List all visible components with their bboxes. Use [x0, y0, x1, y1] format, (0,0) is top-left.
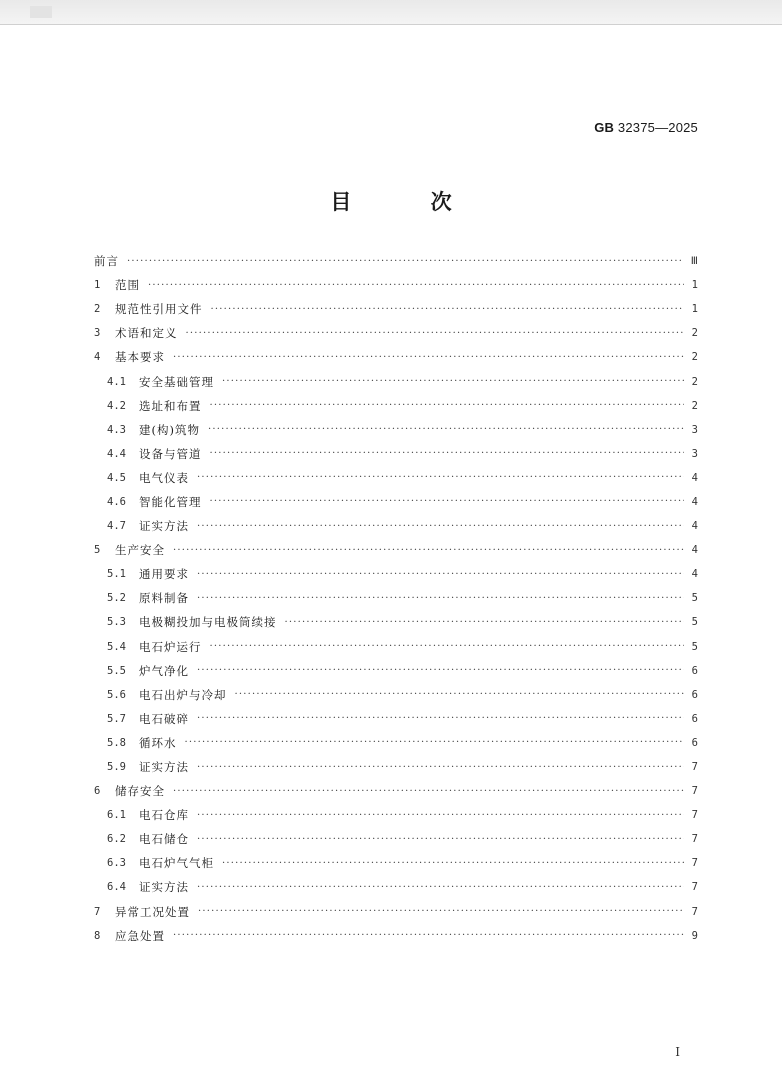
- toc-entry[interactable]: [94, 321, 698, 345]
- toc-entry-label: 术语和定义: [115, 326, 178, 341]
- toc-entry[interactable]: [94, 659, 698, 683]
- toc-leader-dots: [197, 834, 684, 845]
- toc-entry[interactable]: [94, 803, 698, 827]
- standard-code: 32375—2025: [617, 120, 698, 135]
- toc-leader-dots: [173, 930, 684, 941]
- toc-entry-number: 4: [94, 351, 101, 364]
- toc-entry-number: 5.5: [107, 664, 126, 677]
- toc-entry-page: 7: [691, 905, 698, 918]
- toc-leader-dots: [127, 256, 684, 267]
- toc-leader-dots: [208, 424, 684, 435]
- toc-entry-page: 5: [691, 592, 698, 605]
- toc-entry-label: 基本要求: [115, 350, 165, 365]
- toc-leader-dots: [197, 713, 684, 724]
- toc-entry-page: 7: [691, 881, 698, 894]
- toc-leader-dots: [235, 689, 685, 700]
- toc-leader-dots: [197, 472, 684, 483]
- toc-entry[interactable]: [94, 490, 698, 514]
- toc-entry-label: 储存安全: [115, 784, 165, 799]
- toc-entry[interactable]: [94, 755, 698, 779]
- toc-entry-number: 4.2: [107, 399, 126, 412]
- toc-leader-dots: [198, 906, 684, 917]
- toc-entry[interactable]: [94, 731, 698, 755]
- toc-entry-number: 4.1: [107, 375, 126, 388]
- toc-entry-label: 电石出炉与冷却: [139, 687, 227, 702]
- toc-leader-dots: [211, 304, 685, 315]
- toc-entry-page: 6: [691, 664, 698, 677]
- toc-entry[interactable]: [94, 924, 698, 948]
- toc-leader-dots: [222, 858, 684, 869]
- toc-entry-page: 7: [691, 785, 698, 798]
- toc-entry-label: 证实方法: [139, 519, 189, 534]
- toc-entry-number: 5.1: [107, 568, 126, 581]
- toc-entry-label: 建(构)筑物: [139, 422, 200, 437]
- toc-entry-page: 2: [691, 327, 698, 340]
- toc-entry-page: 7: [691, 761, 698, 774]
- toc-entry[interactable]: [94, 707, 698, 731]
- toc-entry-number: 7: [94, 905, 101, 918]
- toc-entry-number: 1: [94, 279, 101, 292]
- toc-leader-dots: [173, 786, 684, 797]
- toc-entry-label: 电极糊投加与电极筒续接: [139, 615, 277, 630]
- toc-entry-label: 原料制备: [139, 591, 189, 606]
- toc-leader-dots: [148, 280, 684, 291]
- toc-leader-dots: [222, 376, 684, 387]
- toc-leader-dots: [197, 762, 684, 773]
- page-title: 目 次: [330, 190, 488, 214]
- toc-entry-number: 6.1: [107, 809, 126, 822]
- toc-entry-page: 4: [691, 471, 698, 484]
- toc-entry-page: 4: [691, 544, 698, 557]
- toc-entry[interactable]: [94, 442, 698, 466]
- toc-entry-page: 6: [691, 688, 698, 701]
- toc-entry-label: 选址和布置: [139, 398, 202, 413]
- toc-entry-page: 7: [691, 857, 698, 870]
- toc-entry-page: 7: [691, 809, 698, 822]
- toc-entry-page: 7: [691, 833, 698, 846]
- toc-entry[interactable]: [94, 249, 698, 273]
- toc-entry-page: 4: [691, 495, 698, 508]
- toc-entry-page: 2: [691, 399, 698, 412]
- toc-entry-number: 6: [94, 785, 101, 798]
- toc-leader-dots: [210, 496, 685, 507]
- toc-entry[interactable]: [94, 586, 698, 610]
- toc-leader-dots: [197, 882, 684, 893]
- toc-entry[interactable]: [94, 610, 698, 634]
- toc-entry-number: 5: [94, 544, 101, 557]
- toc-entry-page: 2: [691, 351, 698, 364]
- toc-entry-number: 2: [94, 303, 101, 316]
- toc-entry-number: 8: [94, 929, 101, 942]
- toc-entry[interactable]: [94, 514, 698, 538]
- viewer-top-band: [0, 0, 782, 25]
- toc-entry-page: 1: [691, 303, 698, 316]
- toc-leader-dots: [197, 593, 684, 604]
- toc-entry-page: 5: [691, 616, 698, 629]
- toc-entry[interactable]: [94, 418, 698, 442]
- toc-entry-label: 电石炉气气柜: [139, 856, 214, 871]
- toc-entry-number: 4.7: [107, 520, 126, 533]
- toc-entry-label: 应急处置: [115, 928, 165, 943]
- toc-entry-label: 电石炉运行: [139, 639, 202, 654]
- page-number: I: [675, 1045, 680, 1059]
- toc-entry-label: 电石破碎: [139, 711, 189, 726]
- toc-leader-dots: [197, 810, 684, 821]
- table-of-contents: [94, 249, 698, 948]
- toc-leader-dots: [185, 737, 685, 748]
- toc-entry-number: 5.3: [107, 616, 126, 629]
- toc-leader-dots: [197, 521, 684, 532]
- toc-entry-number: 6.2: [107, 833, 126, 846]
- toc-entry-number: 5.9: [107, 761, 126, 774]
- toc-entry-number: 4.5: [107, 471, 126, 484]
- toc-entry-number: 6.4: [107, 881, 126, 894]
- toc-entry-page: 4: [691, 568, 698, 581]
- standard-prefix: GB: [594, 120, 615, 135]
- toc-leader-dots: [210, 400, 685, 411]
- toc-leader-dots: [173, 545, 684, 556]
- toc-entry-label: 设备与管道: [139, 446, 202, 461]
- toc-entry-page: 1: [691, 279, 698, 292]
- toc-entry[interactable]: [94, 562, 698, 586]
- toc-entry-number: 5.4: [107, 640, 126, 653]
- toc-entry-page: 9: [691, 929, 698, 942]
- toc-entry-label: 电石仓库: [139, 808, 189, 823]
- toc-entry-page: 6: [691, 712, 698, 725]
- toc-entry-page: 3: [691, 447, 698, 460]
- toc-entry[interactable]: [94, 779, 698, 803]
- toc-leader-dots: [210, 641, 685, 652]
- toc-entry-label: 电气仪表: [139, 470, 189, 485]
- toc-entry-number: 5.8: [107, 736, 126, 749]
- toc-entry[interactable]: [94, 394, 698, 418]
- toc-entry-number: 5.6: [107, 688, 126, 701]
- toc-entry[interactable]: [94, 635, 698, 659]
- toc-entry[interactable]: [94, 875, 698, 899]
- toc-entry[interactable]: [94, 297, 698, 321]
- toc-leader-dots: [285, 617, 685, 628]
- toc-entry-label: 生产安全: [115, 543, 165, 558]
- toc-entry-label: 证实方法: [139, 880, 189, 895]
- toc-entry-label: 范围: [115, 278, 140, 293]
- toc-entry-label: 前言: [94, 254, 119, 269]
- toc-entry-label: 证实方法: [139, 760, 189, 775]
- toc-entry[interactable]: [94, 345, 698, 369]
- toc-entry-number: 4.3: [107, 423, 126, 436]
- toc-entry-label: 炉气净化: [139, 663, 189, 678]
- toc-leader-dots: [186, 328, 685, 339]
- toc-entry-label: 异常工况处置: [115, 904, 190, 919]
- toc-entry[interactable]: [94, 827, 698, 851]
- toc-entry-page: 2: [691, 375, 698, 388]
- toc-entry[interactable]: [94, 538, 698, 562]
- toc-entry-number: 6.3: [107, 857, 126, 870]
- toc-entry[interactable]: [94, 466, 698, 490]
- toc-entry-label: 循环水: [139, 735, 177, 750]
- toc-leader-dots: [173, 352, 684, 363]
- toc-entry-label: 安全基础管理: [139, 374, 214, 389]
- toc-leader-dots: [197, 569, 684, 580]
- toc-entry-number: 4.6: [107, 495, 126, 508]
- toc-entry-number: 4.4: [107, 447, 126, 460]
- toc-entry[interactable]: [94, 369, 698, 393]
- toc-entry-label: 规范性引用文件: [115, 302, 203, 317]
- toc-entry-label: 通用要求: [139, 567, 189, 582]
- toc-entry[interactable]: [94, 683, 698, 707]
- toc-entry-page: 3: [691, 423, 698, 436]
- toc-entry[interactable]: [94, 900, 698, 924]
- toc-leader-dots: [197, 665, 684, 676]
- toc-entry-number: 3: [94, 327, 101, 340]
- toc-entry-page: Ⅲ: [690, 255, 698, 268]
- toc-entry[interactable]: [94, 851, 698, 875]
- standard-number: [594, 120, 698, 135]
- toc-entry[interactable]: [94, 273, 698, 297]
- top-band-mark: [30, 6, 52, 18]
- toc-entry-page: 6: [691, 736, 698, 749]
- toc-entry-label: 电石储仓: [139, 832, 189, 847]
- toc-leader-dots: [210, 448, 685, 459]
- toc-entry-page: 4: [691, 520, 698, 533]
- toc-entry-label: 智能化管理: [139, 494, 202, 509]
- toc-entry-page: 5: [691, 640, 698, 653]
- toc-entry-number: 5.2: [107, 592, 126, 605]
- toc-entry-number: 5.7: [107, 712, 126, 725]
